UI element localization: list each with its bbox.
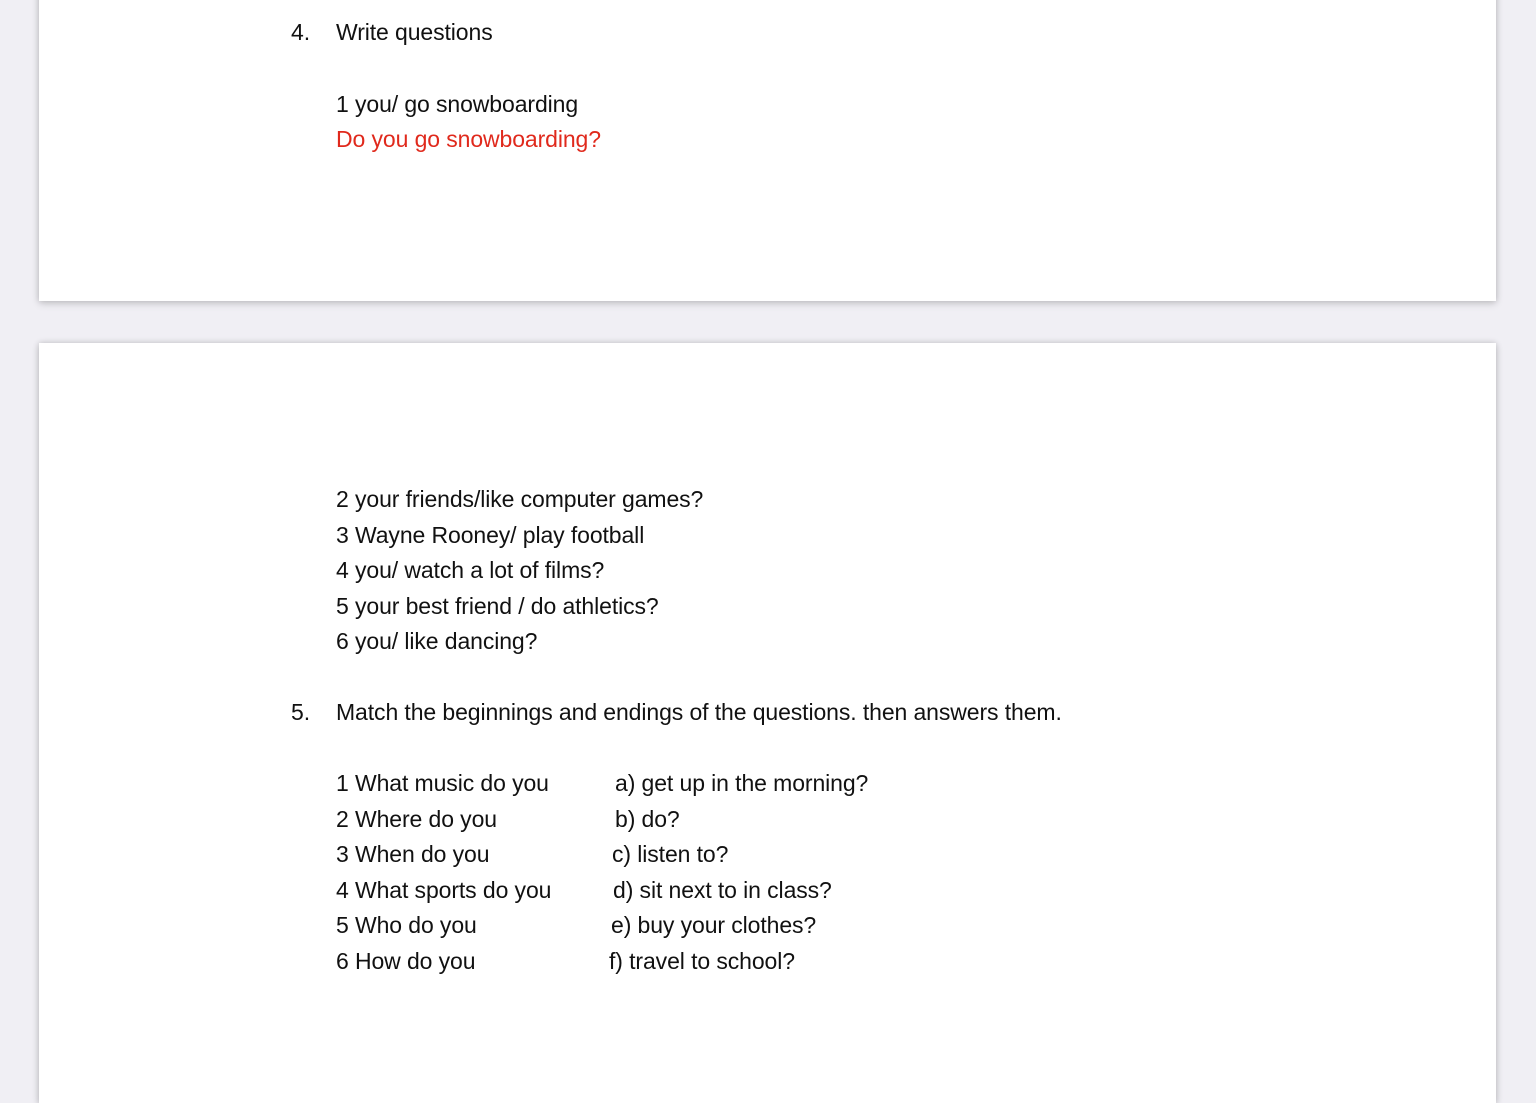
task-5-beginning: 4 What sports do you: [336, 877, 552, 903]
task-5-ending: c) listen to?: [612, 841, 729, 867]
task-4-example-prompt: 1 you/ go snowboarding: [336, 91, 579, 117]
task-5-beginning: 1 What music do you: [336, 770, 549, 796]
task-4-prompt: 6 you/ like dancing?: [336, 628, 538, 654]
task-5-beginning: 6 How do you: [336, 948, 476, 974]
task-4-number: 4.: [291, 19, 311, 45]
task-5-ending: f) travel to school?: [609, 948, 795, 974]
task-5-ending: a) get up in the morning?: [615, 770, 869, 796]
task-5-title: Match the beginnings and endings of the questions. then answers them.: [336, 699, 1062, 725]
task-5-beginning: 5 Who do you: [336, 912, 477, 938]
task-5-beginning: 3 When do you: [336, 841, 490, 867]
task-4-prompt: 5 your best friend / do athletics?: [336, 593, 659, 619]
document-page-2: [39, 343, 1496, 1103]
task-4-title: Write questions: [336, 19, 493, 45]
task-5-ending: e) buy your clothes?: [611, 912, 817, 938]
task-4-example-answer: Do you go snowboarding?: [336, 126, 601, 152]
task-4-prompt: 2 your friends/like computer games?: [336, 486, 704, 512]
task-5-number: 5.: [291, 699, 311, 725]
task-5-ending: b) do?: [615, 806, 680, 832]
task-5-beginning: 2 Where do you: [336, 806, 497, 832]
task-4-prompt: 3 Wayne Rooney/ play football: [336, 522, 645, 548]
document-page-1: [39, 0, 1496, 301]
task-5-ending: d) sit next to in class?: [613, 877, 832, 903]
task-4-prompt: 4 you/ watch a lot of films?: [336, 557, 605, 583]
